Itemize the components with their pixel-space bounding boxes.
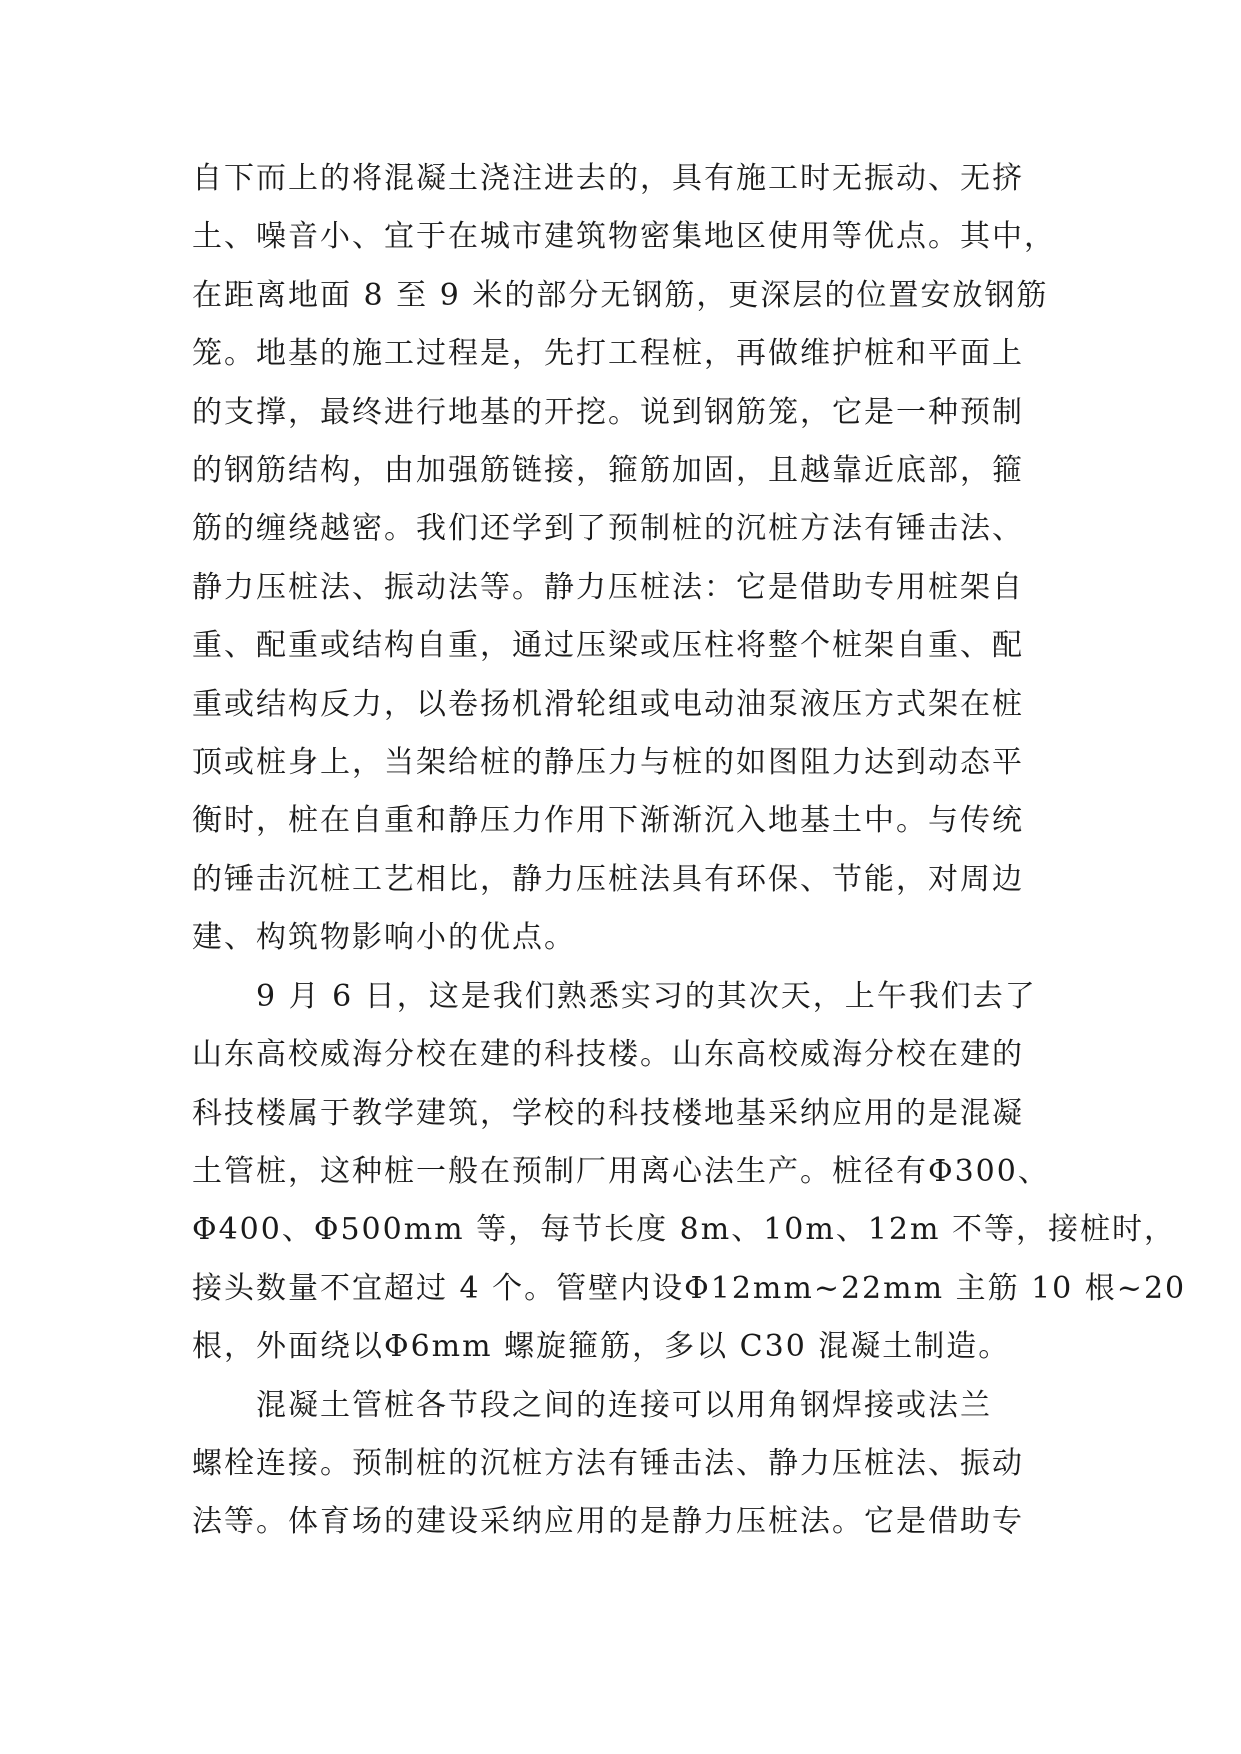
text-line: 科技楼属于教学建筑，学校的科技楼地基采纳应用的是混凝 [192,1095,1024,1131]
text-line: 建、构筑物影响小的优点。 [192,920,576,956]
text-line: 螺栓连接。预制桩的沉桩方法有锤击法、静力压桩法、振动 [192,1445,1024,1481]
text-line: 山东高校威海分校在建的科技楼。山东高校威海分校在建的 [192,1037,1024,1073]
paragraph-2 [192,968,1187,1377]
text-line: 的钢筋结构，由加强筋链接，箍筋加固，且越靠近底部，箍 [192,453,1024,489]
text-line: 顶或桩身上，当架给桩的静压力与桩的如图阻力达到动态平 [192,745,1024,781]
text-line: 土、噪音小、宜于在城市建筑物密集地区使用等优点。其中， [192,219,1056,255]
paragraph-1 [192,150,1062,968]
text-line: 衡时，桩在自重和静压力作用下渐渐沉入地基土中。与传统 [192,803,1024,839]
text-line: 土管桩，这种桩一般在预制厂用离心法生产。桩径有Φ300、 [192,1153,1050,1189]
body-text [192,150,1187,1552]
text-line: 接头数量不宜超过 4 个。管壁内设Φ12mm~22mm 主筋 10 根~20 [192,1270,1187,1306]
text-line-indented: 9 月 6 日，这是我们熟悉实习的其次天，上午我们去了 [256,978,1037,1014]
paragraph-3 [192,1377,1062,1552]
text-line: 根，外面绕以Φ6mm 螺旋箍筋，多以 C30 混凝土制造。 [192,1329,1011,1365]
text-line-indented: 混凝土管桩各节段之间的连接可以用角钢焊接或法兰 [256,1387,992,1423]
text-line: 自下而上的将混凝土浇注进去的，具有施工时无振动、无挤 [192,161,1024,196]
text-line: 静力压桩法、振动法等。静力压桩法：它是借助专用桩架自 [192,569,1024,605]
text-line: 筋的缠绕越密。我们还学到了预制桩的沉桩方法有锤击法、 [192,511,1024,547]
text-line: 的支撑，最终进行地基的开挖。说到钢筋笼，它是一种预制 [192,394,1024,430]
text-line: 重、配重或结构自重，通过压梁或压柱将整个桩架自重、配 [192,628,1024,664]
text-line: 笼。地基的施工过程是，先打工程桩，再做维护桩和平面上 [192,336,1024,372]
text-line: Φ400、Φ500mm 等，每节长度 8m、10m、12m 不等，接桩时， [192,1212,1176,1248]
text-line: 的锤击沉桩工艺相比，静力压桩法具有环保、节能，对周边 [192,861,1024,897]
text-line: 在距离地面 8 至 9 米的部分无钢筋，更深层的位置安放钢筋 [192,277,1049,313]
text-line: 重或结构反力，以卷扬机滑轮组或电动油泵液压方式架在桩 [192,686,1024,722]
text-line: 法等。体育场的建设采纳应用的是静力压桩法。它是借助专 [192,1504,1024,1540]
